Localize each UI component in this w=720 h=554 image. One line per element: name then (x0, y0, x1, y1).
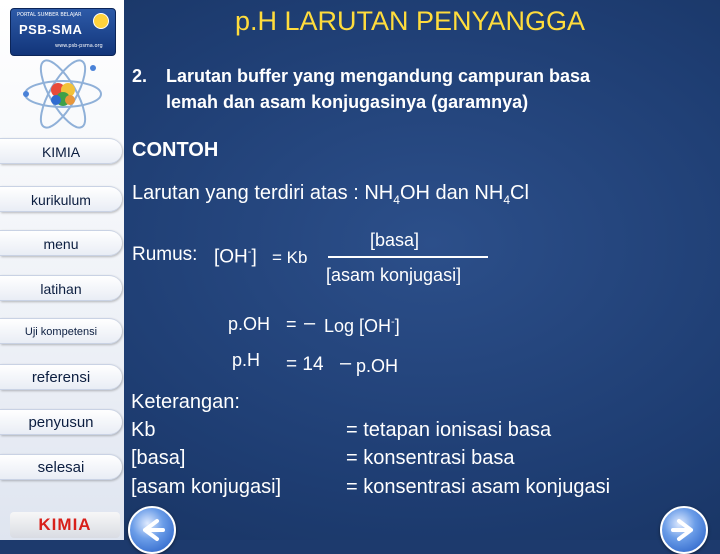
poh-log-sup: - (391, 316, 395, 328)
logo-top-text: PORTAL SUMBER BELAJAR (17, 12, 82, 18)
poh-eq: = (286, 314, 297, 334)
example-prefix: Larutan yang terdiri atas : NH (132, 182, 394, 204)
rumus-denominator: [asam konjugasi] (326, 265, 462, 285)
contoh-label: CONTOH (132, 139, 219, 161)
keterangan-def-basa: = konsentrasi basa (346, 447, 515, 469)
logo-badge-icon (93, 13, 109, 29)
prev-button[interactable] (128, 506, 176, 554)
left-arrow-icon (137, 515, 167, 545)
logo-url: www.psb-psma.org (55, 43, 103, 49)
ph-lhs: p.H (232, 350, 261, 370)
logo-name: PSB-SMA (19, 22, 83, 37)
rumus-label: Rumus: (132, 244, 198, 265)
sidebar-item-selesai[interactable]: selesai (0, 454, 122, 480)
page-title: p.H LARUTAN PENYANGGA (234, 6, 586, 36)
poh-log-close: ] (394, 316, 400, 336)
example-sub-2: 4 (503, 193, 510, 207)
example-suffix: Cl (510, 182, 529, 204)
sidebar-item-referensi[interactable]: referensi (0, 364, 122, 390)
heading-line-1: Larutan buffer yang mengandung campuran basa (166, 66, 591, 86)
keterangan-def-kb: = tetapan ionisasi basa (346, 419, 552, 441)
poh-minus: – (304, 312, 316, 334)
ph-eq-14: = 14 (286, 354, 324, 375)
example-sub-1: 4 (393, 193, 400, 207)
heading-line-2: lemah dan asam konjugasinya (garamnya) (166, 92, 529, 112)
sidebar-item-kimia[interactable]: KIMIA (0, 138, 122, 164)
sidebar-item-menu[interactable]: menu (0, 230, 122, 256)
sidebar-item-latihan[interactable]: latihan (0, 275, 122, 301)
example-text (132, 182, 529, 207)
right-arrow-icon (669, 515, 699, 545)
poh-log-open: Log [OH (324, 316, 392, 336)
sidebar-item-penyusun[interactable]: penyusun (0, 409, 122, 435)
keterangan-title: Keterangan: (131, 391, 240, 413)
rumus-eq-kb: = Kb (272, 248, 308, 267)
sidebar-item-uji-kompetensi[interactable]: Uji kompetensi (0, 318, 122, 344)
rumus-oh-sup: - (247, 246, 252, 258)
poh-log (324, 316, 400, 337)
rumus-numerator: [basa] (370, 230, 420, 250)
ph-rhs: p.OH (356, 356, 399, 376)
rumus-oh-close: ] (251, 246, 257, 268)
example-mid: OH dan NH (399, 182, 504, 204)
ph-minus: – (340, 352, 352, 374)
keterangan-def-asam: = konsentrasi asam konjugasi (346, 476, 611, 498)
heading-number: 2. (132, 66, 148, 86)
sidebar (0, 0, 124, 540)
psb-sma-logo (10, 8, 116, 56)
rumus-oh (214, 246, 257, 268)
next-button[interactable] (660, 506, 708, 554)
keterangan-term-kb: Kb (131, 419, 156, 441)
sidebar-item-kurikulum[interactable]: kurikulum (0, 186, 122, 212)
keterangan-term-asam: [asam konjugasi] (131, 476, 282, 498)
rumus-oh-open: [OH (214, 246, 248, 268)
kimia-footer-label: KIMIA (10, 512, 120, 538)
fraction-line (328, 256, 488, 258)
poh-lhs: p.OH (228, 314, 271, 334)
keterangan-term-basa: [basa] (131, 447, 186, 469)
atom-icon (18, 56, 108, 132)
